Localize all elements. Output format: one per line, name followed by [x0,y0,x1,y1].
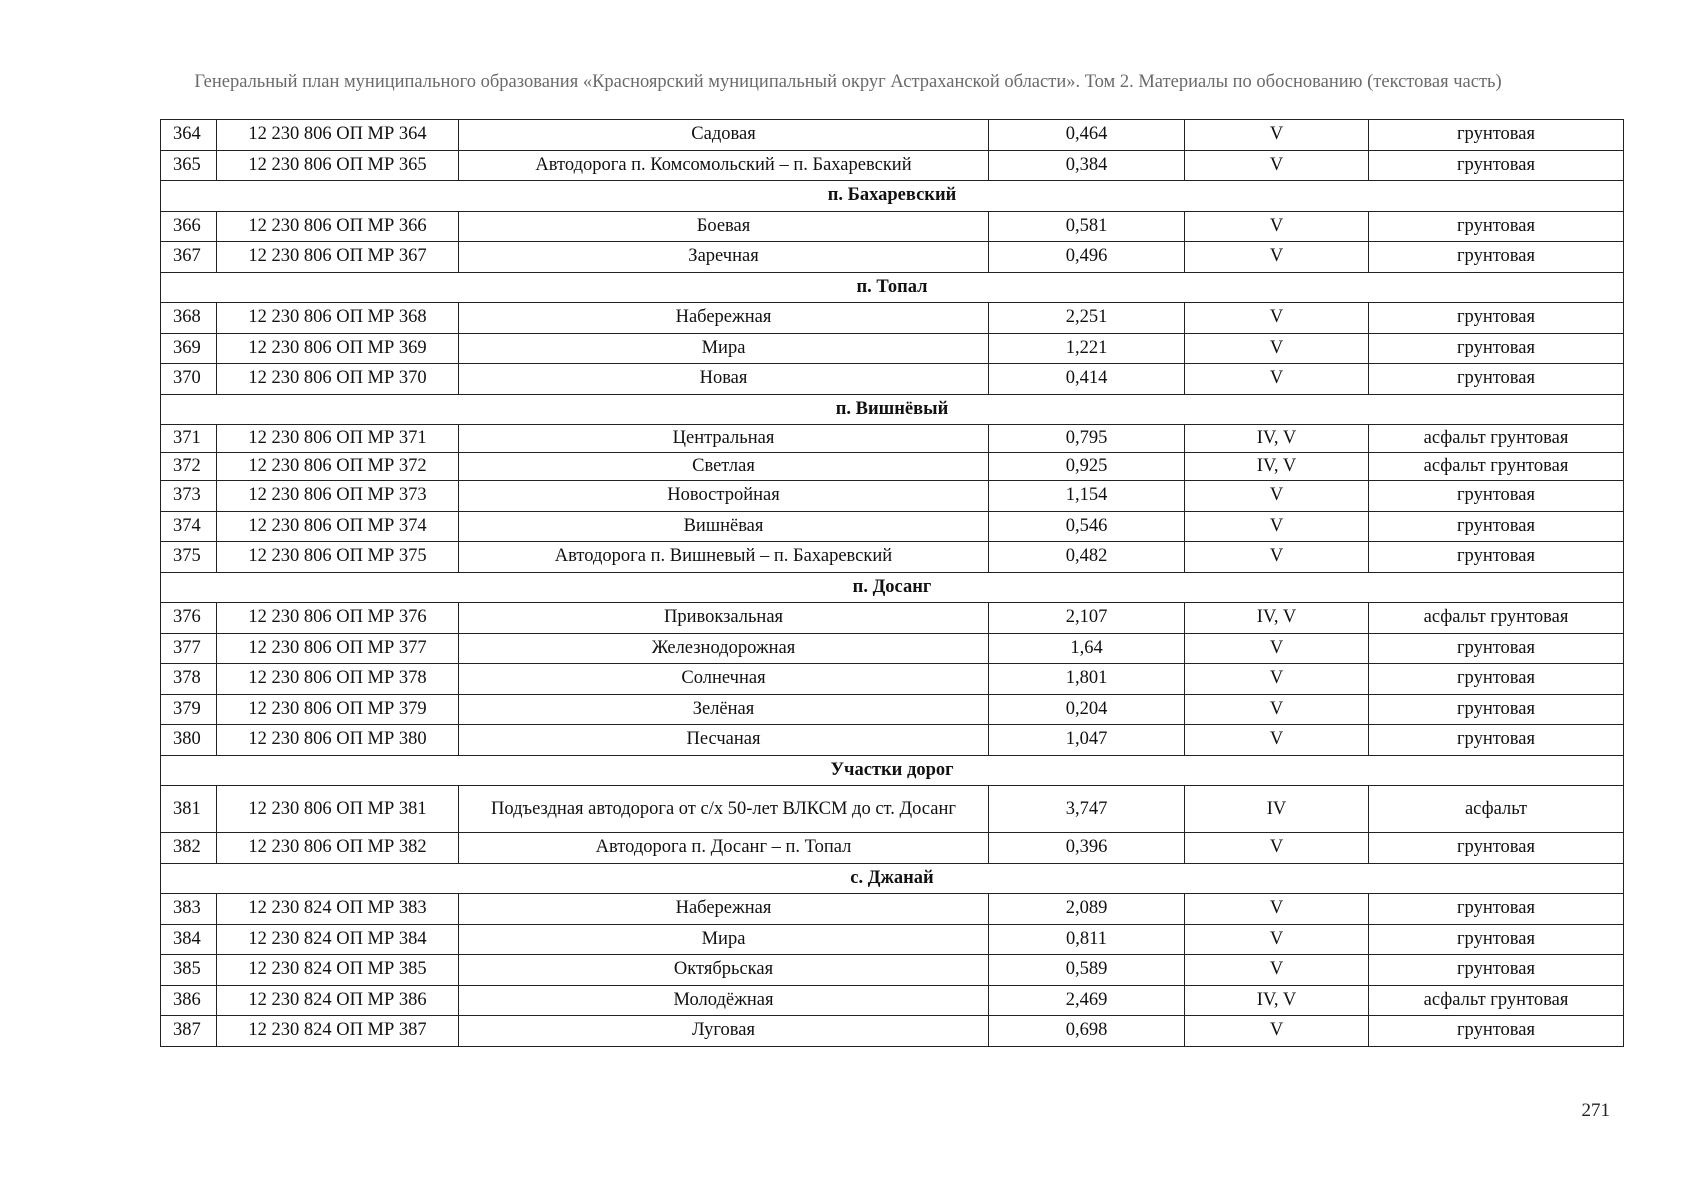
cell-length: 1,221 [989,333,1185,364]
cell-surface: грунтовая [1369,725,1624,756]
cell-road-code: 12 230 806 ОП МР 381 [217,786,459,833]
cell-road-code: 12 230 806 ОП МР 376 [217,603,459,634]
cell-surface: грунтовая [1369,333,1624,364]
cell-length: 2,107 [989,603,1185,634]
cell-road-code: 12 230 806 ОП МР 364 [217,120,459,151]
cell-road-name: Набережная [459,303,989,334]
cell-road-name: Солнечная [459,664,989,695]
cell-surface: грунтовая [1369,511,1624,542]
group-header-row [161,755,1624,786]
cell-category: IV, V [1185,425,1369,453]
group-header-row [161,181,1624,212]
cell-surface: грунтовая [1369,120,1624,151]
cell-category: V [1185,1016,1369,1047]
cell-category: V [1185,120,1369,151]
cell-category: V [1185,633,1369,664]
cell-number: 387 [161,1016,217,1047]
cell-surface: грунтовая [1369,955,1624,986]
group-title: Участки дорог [161,755,1624,786]
cell-number: 381 [161,786,217,833]
cell-road-name: Автодорога п. Досанг – п. Топал [459,833,989,864]
cell-road-code: 12 230 806 ОП МР 378 [217,664,459,695]
cell-road-code: 12 230 806 ОП МР 365 [217,150,459,181]
cell-surface: асфальт грунтовая [1369,985,1624,1016]
cell-road-code: 12 230 824 ОП МР 385 [217,955,459,986]
cell-category: V [1185,481,1369,512]
table-row [161,1016,1624,1047]
cell-surface: асфальт [1369,786,1624,833]
cell-category: V [1185,511,1369,542]
table-row [161,955,1624,986]
cell-length: 0,396 [989,833,1185,864]
cell-category: V [1185,694,1369,725]
cell-surface: грунтовая [1369,364,1624,395]
cell-surface: грунтовая [1369,211,1624,242]
cell-category: V [1185,333,1369,364]
roads-table [160,119,1624,1047]
cell-road-name: Луговая [459,1016,989,1047]
page-number: 271 [1581,1100,1610,1121]
cell-category: IV, V [1185,985,1369,1016]
cell-length: 0,482 [989,542,1185,573]
table-row [161,481,1624,512]
cell-category: V [1185,924,1369,955]
cell-length: 0,811 [989,924,1185,955]
cell-road-name: Привокзальная [459,603,989,634]
cell-number: 385 [161,955,217,986]
cell-surface: грунтовая [1369,633,1624,664]
cell-number: 386 [161,985,217,1016]
cell-number: 380 [161,725,217,756]
cell-number: 365 [161,150,217,181]
cell-number: 379 [161,694,217,725]
cell-road-code: 12 230 806 ОП МР 370 [217,364,459,395]
table-row [161,664,1624,695]
cell-length: 0,925 [989,453,1185,481]
cell-category: V [1185,364,1369,395]
cell-length: 0,581 [989,211,1185,242]
cell-category: IV, V [1185,453,1369,481]
table-row [161,364,1624,395]
cell-surface: грунтовая [1369,303,1624,334]
cell-length: 1,047 [989,725,1185,756]
table-row [161,511,1624,542]
group-title: п. Вишнёвый [161,394,1624,425]
cell-number: 370 [161,364,217,395]
cell-length: 0,496 [989,242,1185,273]
cell-surface: грунтовая [1369,481,1624,512]
cell-road-name: Подъездная автодорога от с/х 50-лет ВЛКСМ до ст. Досанг [459,786,989,833]
cell-road-name: Октябрьская [459,955,989,986]
table-row [161,542,1624,573]
cell-number: 384 [161,924,217,955]
cell-road-code: 12 230 806 ОП МР 369 [217,333,459,364]
cell-road-name: Садовая [459,120,989,151]
cell-category: IV, V [1185,603,1369,634]
cell-surface: грунтовая [1369,833,1624,864]
cell-surface: грунтовая [1369,664,1624,695]
table-row [161,120,1624,151]
cell-surface: грунтовая [1369,924,1624,955]
cell-road-code: 12 230 824 ОП МР 386 [217,985,459,1016]
cell-length: 1,154 [989,481,1185,512]
cell-length: 0,384 [989,150,1185,181]
table-row [161,211,1624,242]
cell-length: 0,795 [989,425,1185,453]
cell-road-code: 12 230 806 ОП МР 371 [217,425,459,453]
table-row [161,725,1624,756]
cell-road-name: Молодёжная [459,985,989,1016]
cell-category: V [1185,150,1369,181]
cell-road-name: Набережная [459,894,989,925]
cell-length: 0,589 [989,955,1185,986]
cell-length: 0,414 [989,364,1185,395]
cell-length: 0,698 [989,1016,1185,1047]
table-row [161,924,1624,955]
cell-surface: грунтовая [1369,894,1624,925]
table-row [161,303,1624,334]
cell-number: 368 [161,303,217,334]
cell-road-code: 12 230 824 ОП МР 387 [217,1016,459,1047]
table-row [161,425,1624,453]
cell-number: 369 [161,333,217,364]
cell-road-name: Новостройная [459,481,989,512]
cell-category: V [1185,955,1369,986]
cell-number: 367 [161,242,217,273]
cell-category: V [1185,725,1369,756]
cell-road-name: Железнодорожная [459,633,989,664]
cell-category: V [1185,664,1369,695]
table-row [161,150,1624,181]
table-row [161,694,1624,725]
cell-category: V [1185,833,1369,864]
cell-road-name: Автодорога п. Комсомольский – п. Бахаревский [459,150,989,181]
cell-road-name: Песчаная [459,725,989,756]
cell-length: 0,464 [989,120,1185,151]
cell-road-name: Центральная [459,425,989,453]
cell-number: 364 [161,120,217,151]
cell-road-name: Мира [459,333,989,364]
table-row [161,242,1624,273]
table-row [161,894,1624,925]
cell-number: 383 [161,894,217,925]
cell-surface: грунтовая [1369,242,1624,273]
cell-road-name: Мира [459,924,989,955]
cell-category: V [1185,242,1369,273]
table-row [161,453,1624,481]
cell-surface: асфальт грунтовая [1369,425,1624,453]
cell-number: 373 [161,481,217,512]
page-header: Генеральный план муниципального образования «Красноярский муниципальный округ Астраханской области». Том 2. Материалы по обоснованию (текстовая часть) [194,72,1502,92]
table-row [161,333,1624,364]
cell-road-code: 12 230 824 ОП МР 384 [217,924,459,955]
cell-category: V [1185,542,1369,573]
table-row [161,633,1624,664]
cell-surface: грунтовая [1369,1016,1624,1047]
cell-surface: грунтовая [1369,694,1624,725]
group-title: п. Топал [161,272,1624,303]
table-row [161,833,1624,864]
cell-road-code: 12 230 806 ОП МР 374 [217,511,459,542]
cell-category: V [1185,303,1369,334]
cell-road-name: Новая [459,364,989,395]
cell-road-code: 12 230 806 ОП МР 375 [217,542,459,573]
cell-road-code: 12 230 806 ОП МР 366 [217,211,459,242]
group-title: п. Бахаревский [161,181,1624,212]
cell-road-name: Зелёная [459,694,989,725]
cell-length: 1,64 [989,633,1185,664]
cell-surface: асфальт грунтовая [1369,603,1624,634]
cell-number: 375 [161,542,217,573]
cell-surface: грунтовая [1369,150,1624,181]
cell-number: 376 [161,603,217,634]
cell-road-code: 12 230 806 ОП МР 372 [217,453,459,481]
cell-road-code: 12 230 806 ОП МР 382 [217,833,459,864]
cell-road-code: 12 230 806 ОП МР 367 [217,242,459,273]
cell-surface: асфальт грунтовая [1369,453,1624,481]
cell-road-name: Боевая [459,211,989,242]
table-row [161,603,1624,634]
group-title: с. Джанай [161,863,1624,894]
cell-road-code: 12 230 806 ОП МР 377 [217,633,459,664]
group-header-row [161,272,1624,303]
cell-number: 371 [161,425,217,453]
cell-number: 378 [161,664,217,695]
cell-road-name: Автодорога п. Вишневый – п. Бахаревский [459,542,989,573]
cell-surface: грунтовая [1369,542,1624,573]
cell-length: 2,469 [989,985,1185,1016]
cell-length: 3,747 [989,786,1185,833]
cell-number: 377 [161,633,217,664]
cell-road-code: 12 230 806 ОП МР 380 [217,725,459,756]
cell-length: 1,801 [989,664,1185,695]
cell-road-name: Светлая [459,453,989,481]
cell-category: V [1185,211,1369,242]
cell-category: IV [1185,786,1369,833]
cell-category: V [1185,894,1369,925]
cell-road-code: 12 230 824 ОП МР 383 [217,894,459,925]
cell-number: 372 [161,453,217,481]
roads-table-body [161,120,1624,1047]
cell-number: 374 [161,511,217,542]
table-row [161,786,1624,833]
cell-number: 366 [161,211,217,242]
group-header-row [161,863,1624,894]
cell-length: 2,089 [989,894,1185,925]
cell-length: 0,546 [989,511,1185,542]
table-row [161,985,1624,1016]
cell-road-name: Вишнёвая [459,511,989,542]
group-title: п. Досанг [161,572,1624,603]
group-header-row [161,394,1624,425]
cell-road-code: 12 230 806 ОП МР 379 [217,694,459,725]
group-header-row [161,572,1624,603]
cell-number: 382 [161,833,217,864]
cell-road-code: 12 230 806 ОП МР 373 [217,481,459,512]
cell-length: 2,251 [989,303,1185,334]
cell-road-code: 12 230 806 ОП МР 368 [217,303,459,334]
cell-road-name: Заречная [459,242,989,273]
cell-length: 0,204 [989,694,1185,725]
